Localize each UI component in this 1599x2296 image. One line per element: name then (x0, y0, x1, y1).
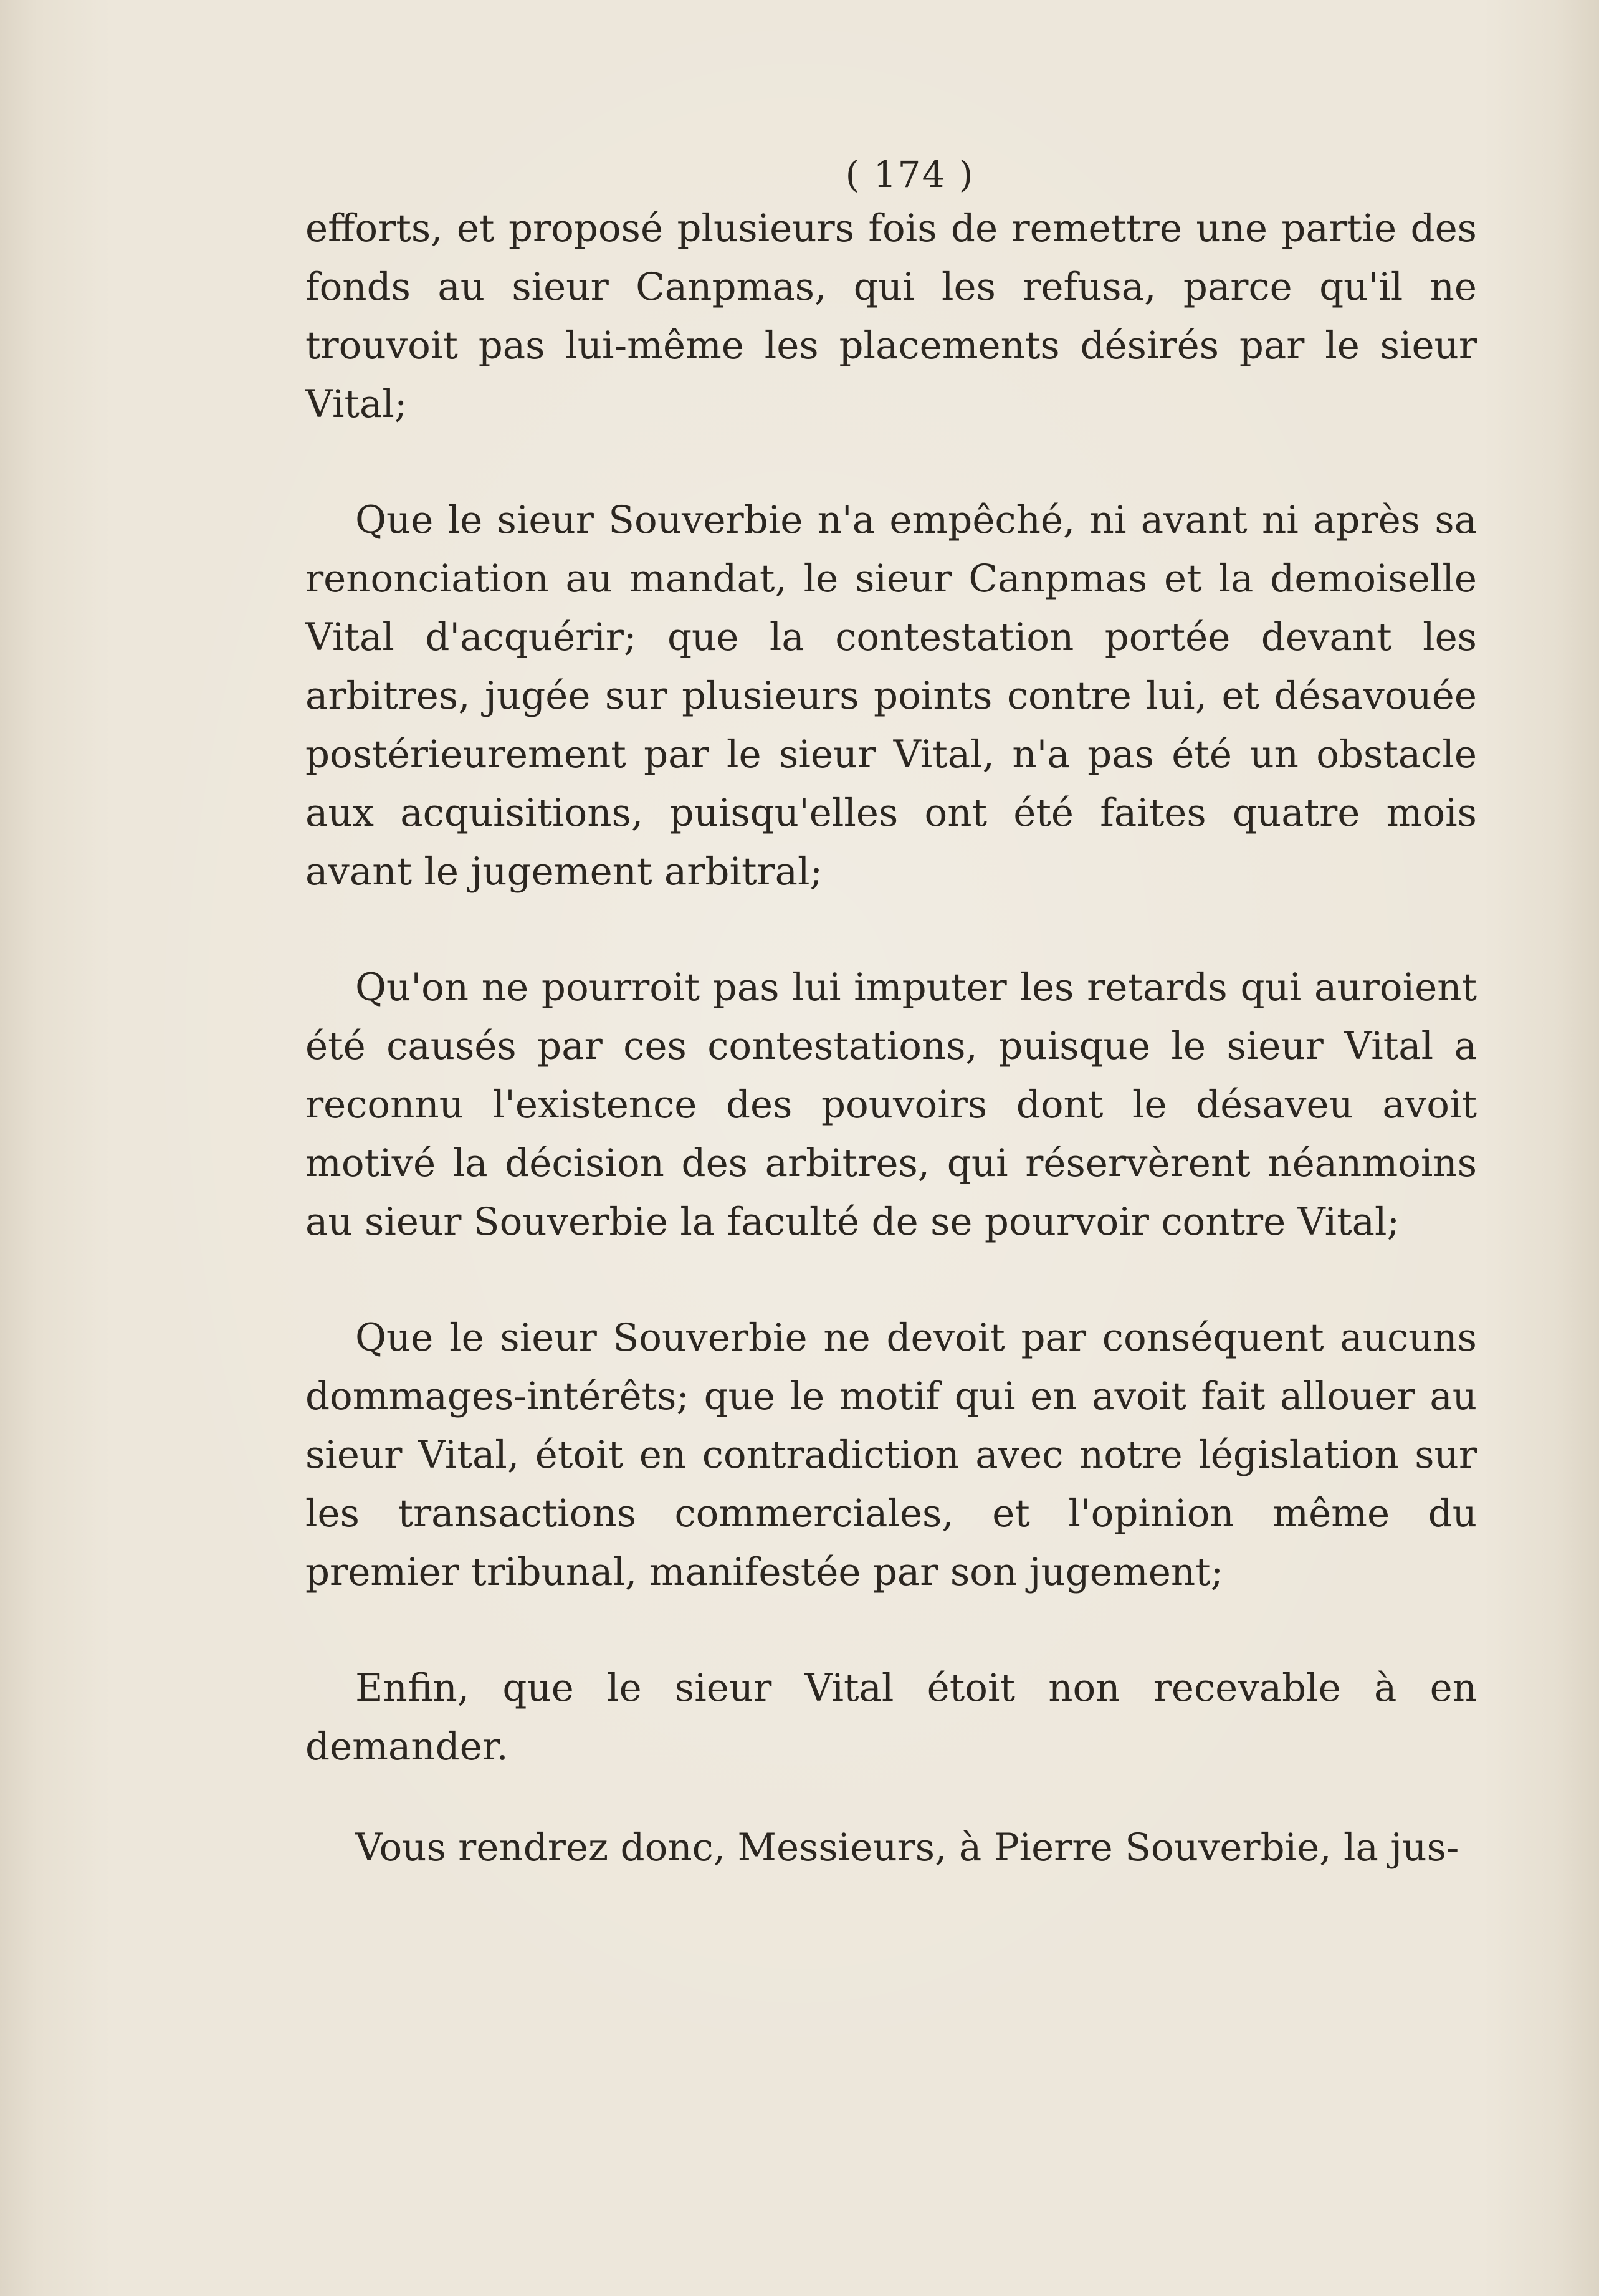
paragraph-gap (305, 1602, 1477, 1659)
page-number: ( 174 ) (845, 153, 975, 196)
paragraph-4: Que le sieur Souverbie ne devoit par conséquent aucuns dommages-intérêts; que le motif qui en avoit fait allouer au sieur Vital, étoit en contradiction avec notre législation sur les transactions commerciales, et l'opinion même du premier tribunal, manifestée par son jugement; (305, 1316, 1477, 1594)
text-block (305, 150, 1477, 1877)
paragraph-5: Enfin, que le sieur Vital étoit non recevable à en demander. (305, 1666, 1477, 1769)
paragraph-1: efforts, et proposé plusieurs fois de remettre une partie des fonds au sieur Canpmas, qui les refusa, parce qu'il ne trouvoit pas lui-même les placements désirés par le sieur Vital; (305, 206, 1477, 426)
paragraph-2: Que le sieur Souverbie n'a empêché, ni avant ni après sa renonciation au mandat, le sieur Canpmas et la demoiselle Vital d'acquérir; que la contestation portée devant les arbitres, jugée sur plusieurs points contre lui, et désavouée postérieurement par le sieur Vital, n'a pas été un obstacle aux acquisitions, puisqu'elles ont été faites quatre mois avant le jugement arbitral; (305, 498, 1477, 894)
paragraph-6: Vous rendrez donc, Messieurs, à Pierre Souverbie, la jus- (355, 1825, 1459, 1870)
paragraph-3: Qu'on ne pourroit pas lui imputer les retards qui auroient été causés par ces contestations, puisque le sieur Vital a reconnu l'existence des pouvoirs dont le désaveu avoit motivé la décision des arbitres, qui réservèrent néanmoins au sieur Souverbie la faculté de se pourvoir contre Vital; (305, 965, 1477, 1244)
paragraph-gap (305, 901, 1477, 959)
paragraph-gap (305, 1251, 1477, 1309)
paragraph-gap (305, 1776, 1477, 1819)
paragraph-gap (305, 434, 1477, 491)
